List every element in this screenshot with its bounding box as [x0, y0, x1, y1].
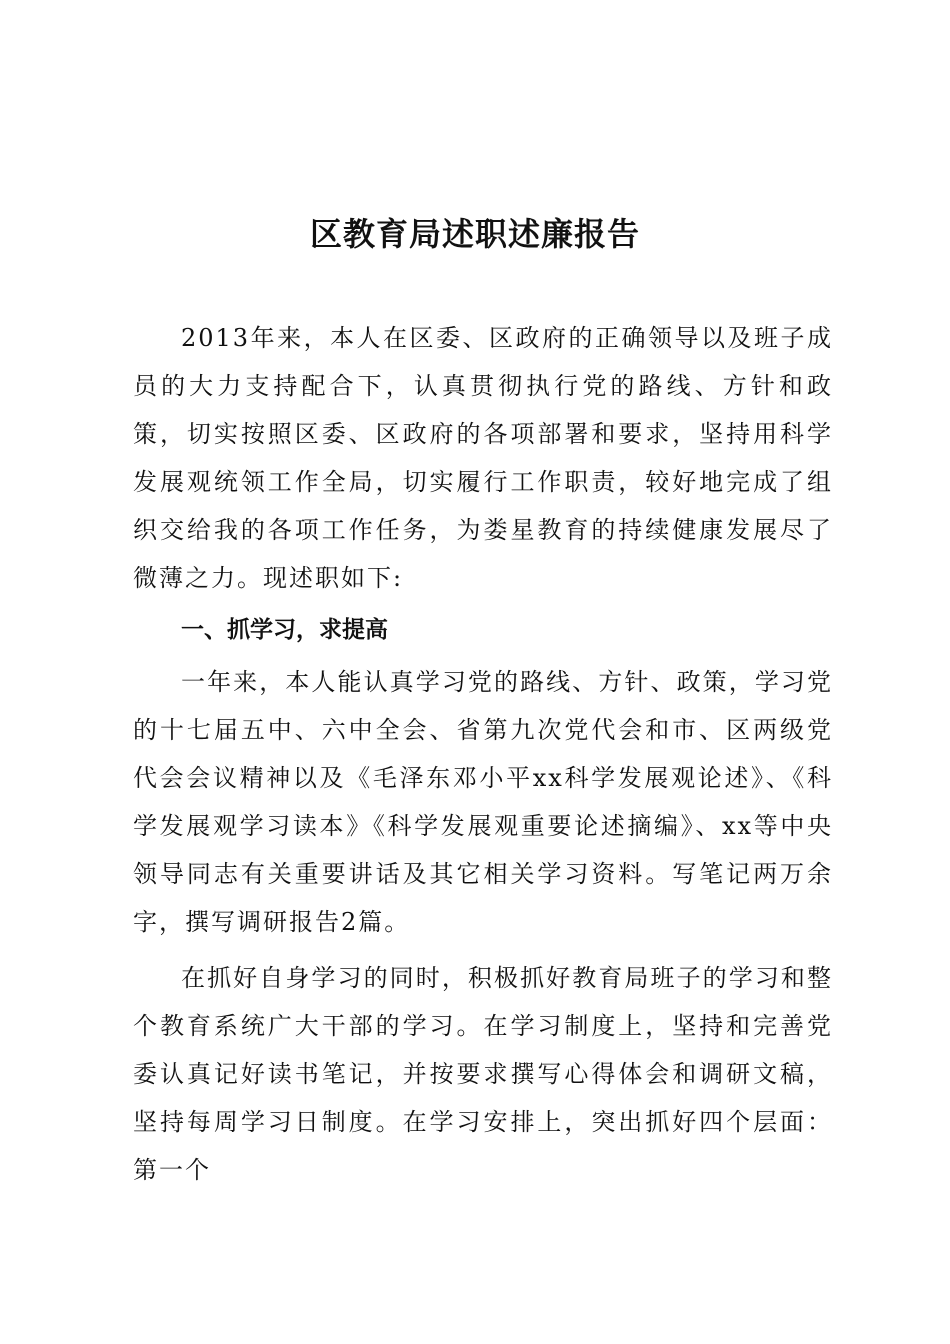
- paragraph-study: 一年来，本人能认真学习党的路线、方针、政策，学习党的十七届五中、六中全会、省第九次党代会和市、区两级党代会会议精神以及《毛泽东邓小平xx科学发展观论述》、《科学发展观学习读本》《科学发展观重要论述摘编》、xx等中央领导同志有关重要讲话及其它相关学习资料。写笔记两万余字，撰写调研报告2篇。: [133, 668, 833, 936]
- paragraph-team-study: 在抓好自身学习的同时，积极抓好教育局班子的学习和整个教育系统广大干部的学习。在学习制度上，坚持和完善党委认真记好读书笔记，并按要求撰写心得体会和调研文稿，坚持每周学习日制度。在学习安排上，突出抓好四个层面：第一个: [133, 964, 833, 1184]
- document-title: 区教育局述职述廉报告: [309, 215, 640, 253]
- document-body: [133, 314, 833, 1194]
- section-heading-1: 一、抓学习，求提高: [181, 617, 388, 643]
- paragraph-intro: 2013年来，本人在区委、区政府的正确领导以及班子成员的大力支持配合下，认真贯彻执行党的路线、方针和政策，切实按照区委、区政府的各项部署和要求，坚持用科学发展观统领工作全局，切实履行工作职责，较好地完成了组织交给我的各项工作任务，为娄星教育的持续健康发展尽了微薄之力。现述职如下:: [133, 324, 833, 592]
